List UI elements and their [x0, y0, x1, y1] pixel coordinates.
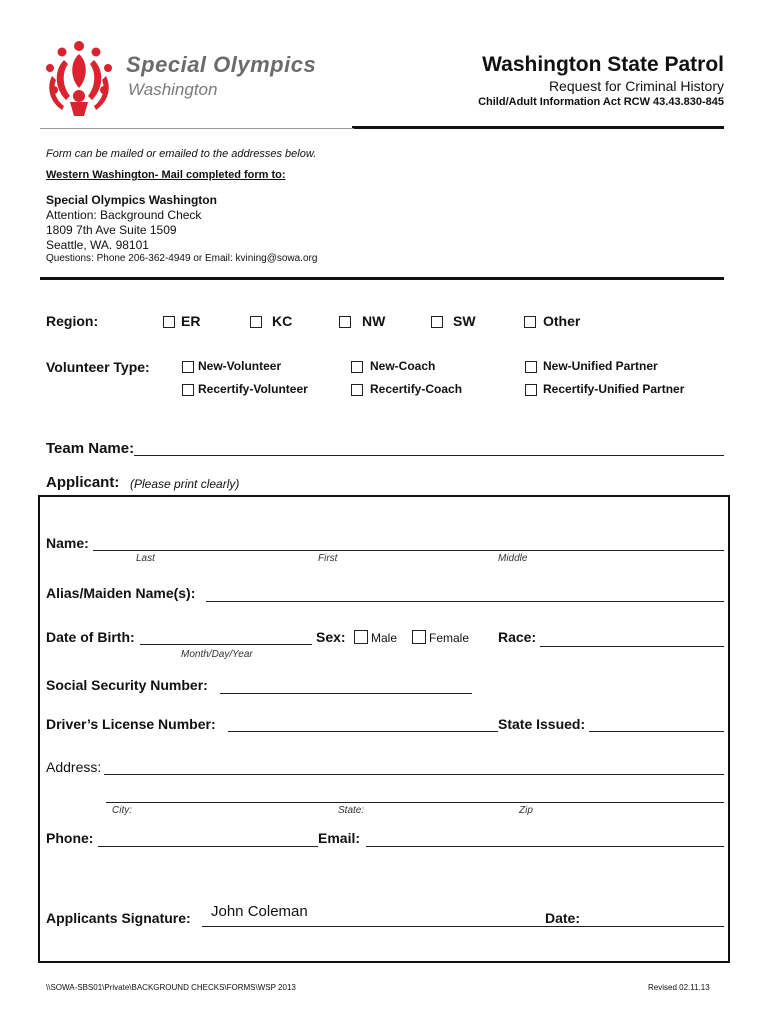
region-option-nw: NW — [362, 313, 386, 329]
signature-value[interactable]: John Coleman — [211, 903, 308, 920]
volunteer-option-recertify-unified-partner: Recertify-Unified Partner — [543, 382, 685, 396]
volunteer-checkbox-recertify-coach[interactable] — [351, 384, 363, 396]
header-title: Washington State Patrol — [482, 53, 724, 76]
footer-revised: Revised 02.11.13 — [648, 983, 710, 992]
mail-street: 1809 7th Ave Suite 1509 — [46, 223, 177, 237]
region-option-sw: SW — [453, 313, 476, 329]
drivers-license-label: Driver’s License Number: — [46, 716, 216, 732]
section-divider — [40, 277, 724, 280]
dob-label: Date of Birth: — [46, 629, 135, 645]
drivers-license-field[interactable] — [228, 731, 724, 732]
header-act: Child/Adult Information Act RCW 43.43.830-845 — [478, 96, 724, 108]
header-divider — [352, 126, 724, 129]
dob-field[interactable] — [140, 644, 312, 645]
mail-attention: Attention: Background Check — [46, 208, 202, 222]
signature-field[interactable] — [202, 926, 724, 927]
volunteer-checkbox-recertify-unified-partner[interactable] — [525, 384, 537, 396]
signature-label: Applicants Signature: — [46, 910, 191, 926]
team-name-field[interactable] — [134, 455, 724, 456]
region-label: Region: — [46, 313, 99, 329]
applicant-note: (Please print clearly) — [130, 477, 240, 491]
volunteer-checkbox-new-unified-partner[interactable] — [525, 361, 537, 373]
header-subtitle: Request for Criminal History — [548, 78, 724, 94]
volunteer-option-new-coach: New-Coach — [370, 359, 436, 373]
name-label: Name: — [46, 535, 89, 551]
sex-option-male: Male — [371, 631, 398, 645]
sex-checkbox-female[interactable] — [412, 630, 426, 644]
team-name-label: Team Name: — [46, 440, 135, 457]
footer-path: \\SOWA-SBS01\Private\BACKGROUND CHECKS\FORMS\WSP 2013 — [46, 983, 296, 992]
name-field[interactable] — [93, 550, 724, 551]
email-label: Email: — [318, 830, 361, 846]
volunteer-option-new-volunteer: New-Volunteer — [198, 359, 282, 373]
dob-hint: Month/Day/Year — [181, 649, 253, 660]
address-city-state-zip-field[interactable] — [106, 802, 724, 803]
address-state-hint: State: — [338, 805, 365, 816]
mail-city: Seattle, WA. 98101 — [46, 238, 149, 252]
name-last-hint: Last — [136, 553, 155, 564]
address-city-hint: City: — [112, 805, 132, 816]
date-label: Date: — [545, 910, 583, 926]
volunteer-type-label: Volunteer Type: — [46, 359, 150, 375]
volunteer-checkbox-new-volunteer[interactable] — [182, 361, 194, 373]
race-label: Race: — [498, 629, 537, 645]
state-issued-label: State Issued: — [498, 716, 589, 732]
name-middle-hint: Middle — [498, 553, 528, 564]
email-field[interactable] — [366, 846, 724, 847]
phone-field[interactable] — [98, 846, 318, 847]
region-checkbox-sw[interactable] — [431, 316, 443, 328]
region-option-other: Other — [543, 313, 581, 329]
alias-field[interactable] — [206, 601, 724, 602]
logo — [40, 38, 350, 124]
region-checkbox-other[interactable] — [524, 316, 536, 328]
volunteer-option-recertify-volunteer: Recertify-Volunteer — [198, 382, 308, 396]
volunteer-option-new-unified-partner: New-Unified Partner — [543, 359, 658, 373]
ssn-label: Social Security Number: — [46, 677, 208, 693]
address-street-field[interactable] — [104, 774, 724, 775]
sex-checkbox-male[interactable] — [354, 630, 368, 644]
name-first-hint: First — [318, 553, 338, 564]
region-option-er: ER — [181, 313, 201, 329]
region-checkbox-er[interactable] — [163, 316, 175, 328]
region-option-kc: KC — [272, 313, 293, 329]
region-checkbox-kc[interactable] — [250, 316, 262, 328]
ssn-field[interactable] — [220, 693, 472, 694]
mail-org: Special Olympics Washington — [46, 193, 217, 207]
special-olympics-logo-icon — [40, 38, 118, 118]
region-checkbox-nw[interactable] — [339, 316, 351, 328]
sex-label: Sex: — [316, 629, 346, 645]
sex-option-female: Female — [429, 631, 470, 645]
volunteer-option-recertify-coach: Recertify-Coach — [370, 382, 463, 396]
volunteer-checkbox-recertify-volunteer[interactable] — [182, 384, 194, 396]
race-field[interactable] — [540, 646, 724, 647]
address-label: Address: — [46, 759, 102, 775]
address-zip-hint: Zip — [519, 805, 533, 816]
alias-label: Alias/Maiden Name(s): — [46, 585, 196, 601]
logo-region: Washington — [128, 80, 218, 99]
logo-brand: Special Olympics — [126, 52, 317, 77]
mail-heading: Western Washington- Mail completed form to: — [46, 169, 286, 181]
mail-intro: Form can be mailed or emailed to the addresses below. — [46, 148, 317, 160]
volunteer-checkbox-new-coach[interactable] — [351, 361, 363, 373]
mail-questions: Questions: Phone 206-362-4949 or Email: kvining@sowa.org — [46, 253, 318, 264]
applicant-label: Applicant: — [46, 474, 120, 491]
header-divider-thin — [40, 128, 354, 129]
phone-label: Phone: — [46, 830, 94, 846]
